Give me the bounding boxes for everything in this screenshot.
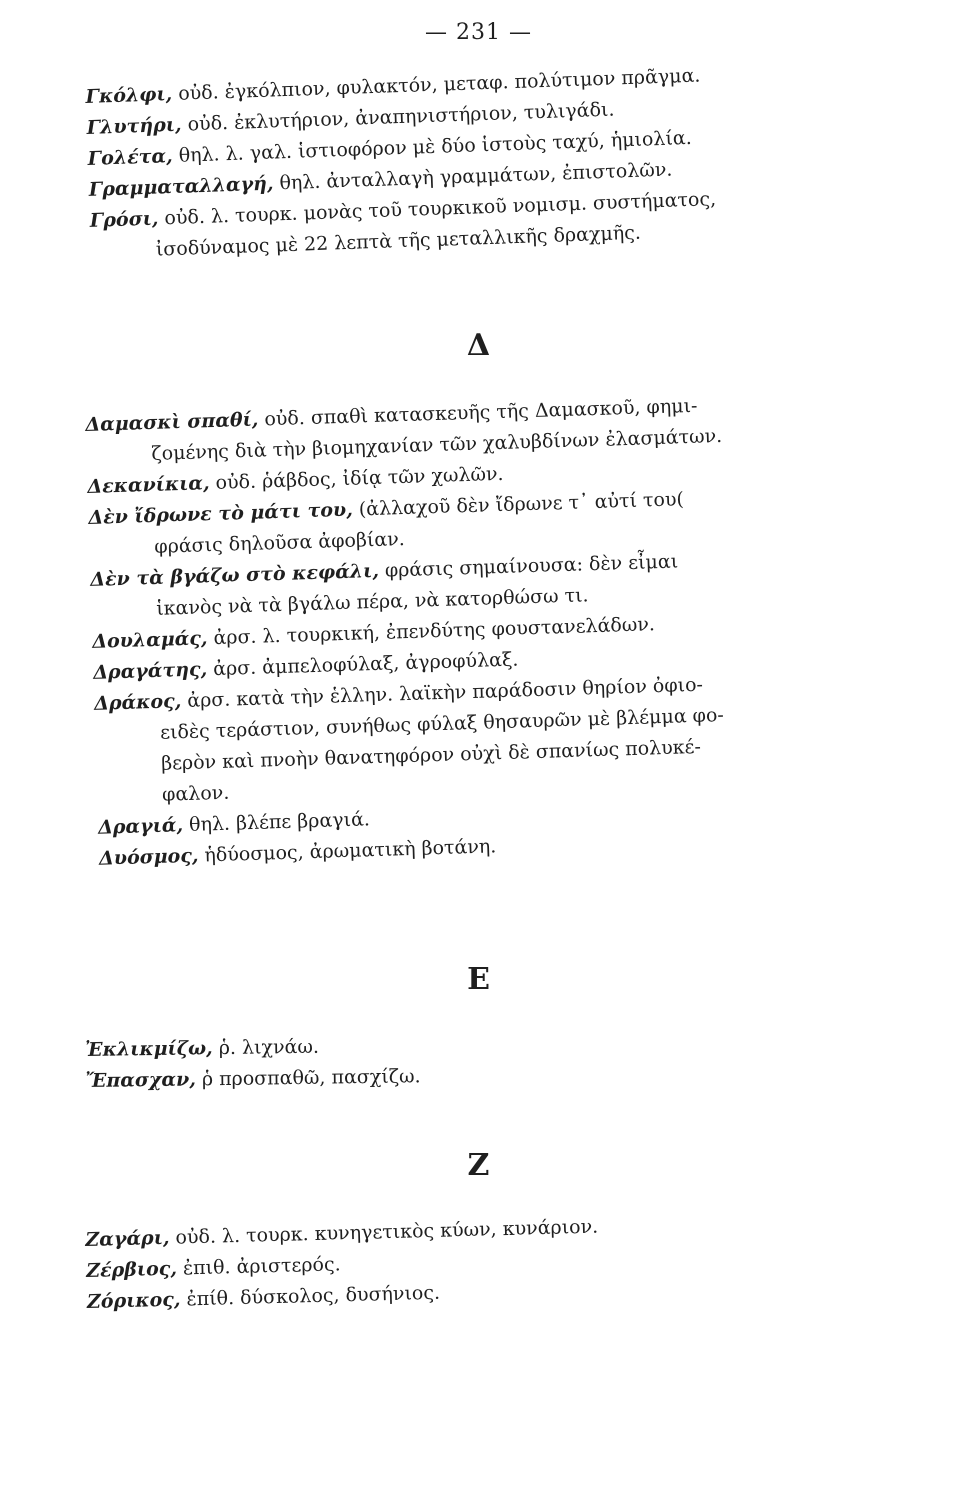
entry-lemma: Γολέτα, (87, 144, 174, 170)
entry-lemma: Δουλαμάς, (91, 627, 208, 653)
entry-text: φαλον. (161, 781, 230, 806)
entry-text: ἡδύοσμος, ἀρωματικὴ βοτάνη. (198, 835, 497, 867)
entry-lemma: Δαμασκὶ σπαθί, (85, 408, 259, 436)
entry-text: ἐπίθ. δύσκολος, δυσήνιος. (180, 1281, 441, 1311)
entry-text: ειδὲς τεράστιον, συνήθως φύλαξ θησαυρῶν μὲ βλέμμα φο- (159, 704, 725, 744)
entry-lemma: Ζέρβιος, (85, 1257, 178, 1282)
section-letter-zeta: Ζ (467, 1148, 490, 1183)
entry-text: οὐδ. ἐκλυτήριον, ἀναπηνιστήριον, τυλιγάδι. (181, 98, 615, 136)
entry-text: ῥ. λιχνάω. (212, 1035, 320, 1060)
entry-text: ἀρσ. κατὰ τὴν ἑλλην. λαϊκὴν παράδοσιν θηρίον ὀφιο- (180, 673, 704, 713)
entry-lemma: Ἔπασχαν, (85, 1068, 197, 1092)
entry-text: θηλ. λ. γαλ. ἱστιοφόρον μὲ δύο ἱστοὺς ταχύ, ἡμιολία. (172, 126, 693, 167)
entry-text: ῥ προσπαθῶ, πασχίζω. (195, 1065, 421, 1091)
entry-text: φράσις σημαίνουσα: δὲν εἶμαι (378, 550, 679, 582)
entry-text: οὐδ. λ. τουρκ. μονὰς τοῦ τουρκικοῦ νομισμ. συστήματος, (158, 188, 717, 230)
entry-text: ζομένης διὰ τὴν βιομηχανίαν τῶν χαλυβδίνων ἐλασμάτων. (151, 425, 723, 465)
entry-lemma: Δεκανίκια, (87, 472, 210, 498)
section-letter-epsilon: Ε (467, 962, 490, 997)
entry-lemma: Ἐκλικμίζω, (85, 1037, 213, 1061)
entry-lemma: Δὲν ἴδρωνε τὸ μάτι του, (88, 498, 354, 529)
entry-lemma: Ζαγάρι, (85, 1226, 170, 1251)
entry-text: ἀρσ. ἀμπελοφύλαξ, ἀγροφύλαξ. (206, 648, 519, 681)
entry-text: φράσις δηλοῦσα ἀφοβίαν. (153, 528, 406, 558)
entry-text: θηλ. βλέπε βραγιά. (182, 808, 371, 837)
page-number: — 231 — (425, 20, 532, 45)
entry-lemma: Ζόρικος, (86, 1288, 181, 1313)
entry-lemma: Δραγάτης, (92, 658, 208, 684)
section-epsilon (85, 1024, 886, 1097)
entry-text: οὐδ. ῥάβδος, ἰδίᾳ τῶν χωλῶν. (209, 462, 504, 495)
entry-text: οὐδ. ἐγκόλπιον, φυλακτόν, μεταφ. πολύτιμον πρᾶγμα. (171, 64, 701, 105)
entry-lemma: Γκόλφι, (85, 82, 173, 108)
entry-text: οὐδ. λ. τουρκ. κυνηγετικὸς κύων, κυνάριον. (169, 1215, 599, 1249)
entry-text: ἐπιθ. ἀριστερός. (176, 1253, 341, 1280)
entry-text: ἱκανὸς νὰ τὰ βγάλω πέρα, νὰ κατορθώσω τι. (155, 584, 589, 620)
entry-text: βερὸν καὶ πνοὴν θανατηφόρον οὐχὶ δὲ σπανίως πολυκέ- (160, 735, 702, 775)
entry-lemma: Δὲν τὰ βγάζω στὸ κεφάλι, (89, 559, 380, 591)
entry-text: ἰσοδύναμος μὲ 22 λεπτὰ τῆς μεταλλικῆς δραχμῆς. (155, 221, 642, 261)
section-delta (85, 385, 899, 875)
entry-lemma: Γραμματαλλαγή, (88, 172, 274, 201)
entry-text: ἀρσ. λ. τουρκική, ἐπενδύτης φουστανελάδων. (207, 613, 656, 650)
entry-text: (ἀλλαχοῦ δὲν ἴδρωνε τ᾽ αὐτί του( (352, 488, 685, 521)
entry-text: οὐδ. σπαθὶ κατασκευῆς τῆς Δαμασκοῦ, φημι- (258, 394, 698, 431)
entry-lemma: Γλυτήρι, (86, 113, 182, 139)
entry-lemma: Γρόσι, (89, 207, 159, 232)
section-zeta (85, 1204, 887, 1318)
entry-lemma: Δυόσμος, (98, 844, 199, 870)
section-gamma (85, 54, 891, 268)
entry-text: θηλ. ἀνταλλαγὴ γραμμάτων, ἐπιστολῶν. (273, 158, 673, 195)
section-letter-delta: Δ (466, 328, 491, 363)
entry-lemma: Δραγιά, (97, 814, 184, 839)
entry-lemma: Δράκος, (93, 690, 182, 715)
